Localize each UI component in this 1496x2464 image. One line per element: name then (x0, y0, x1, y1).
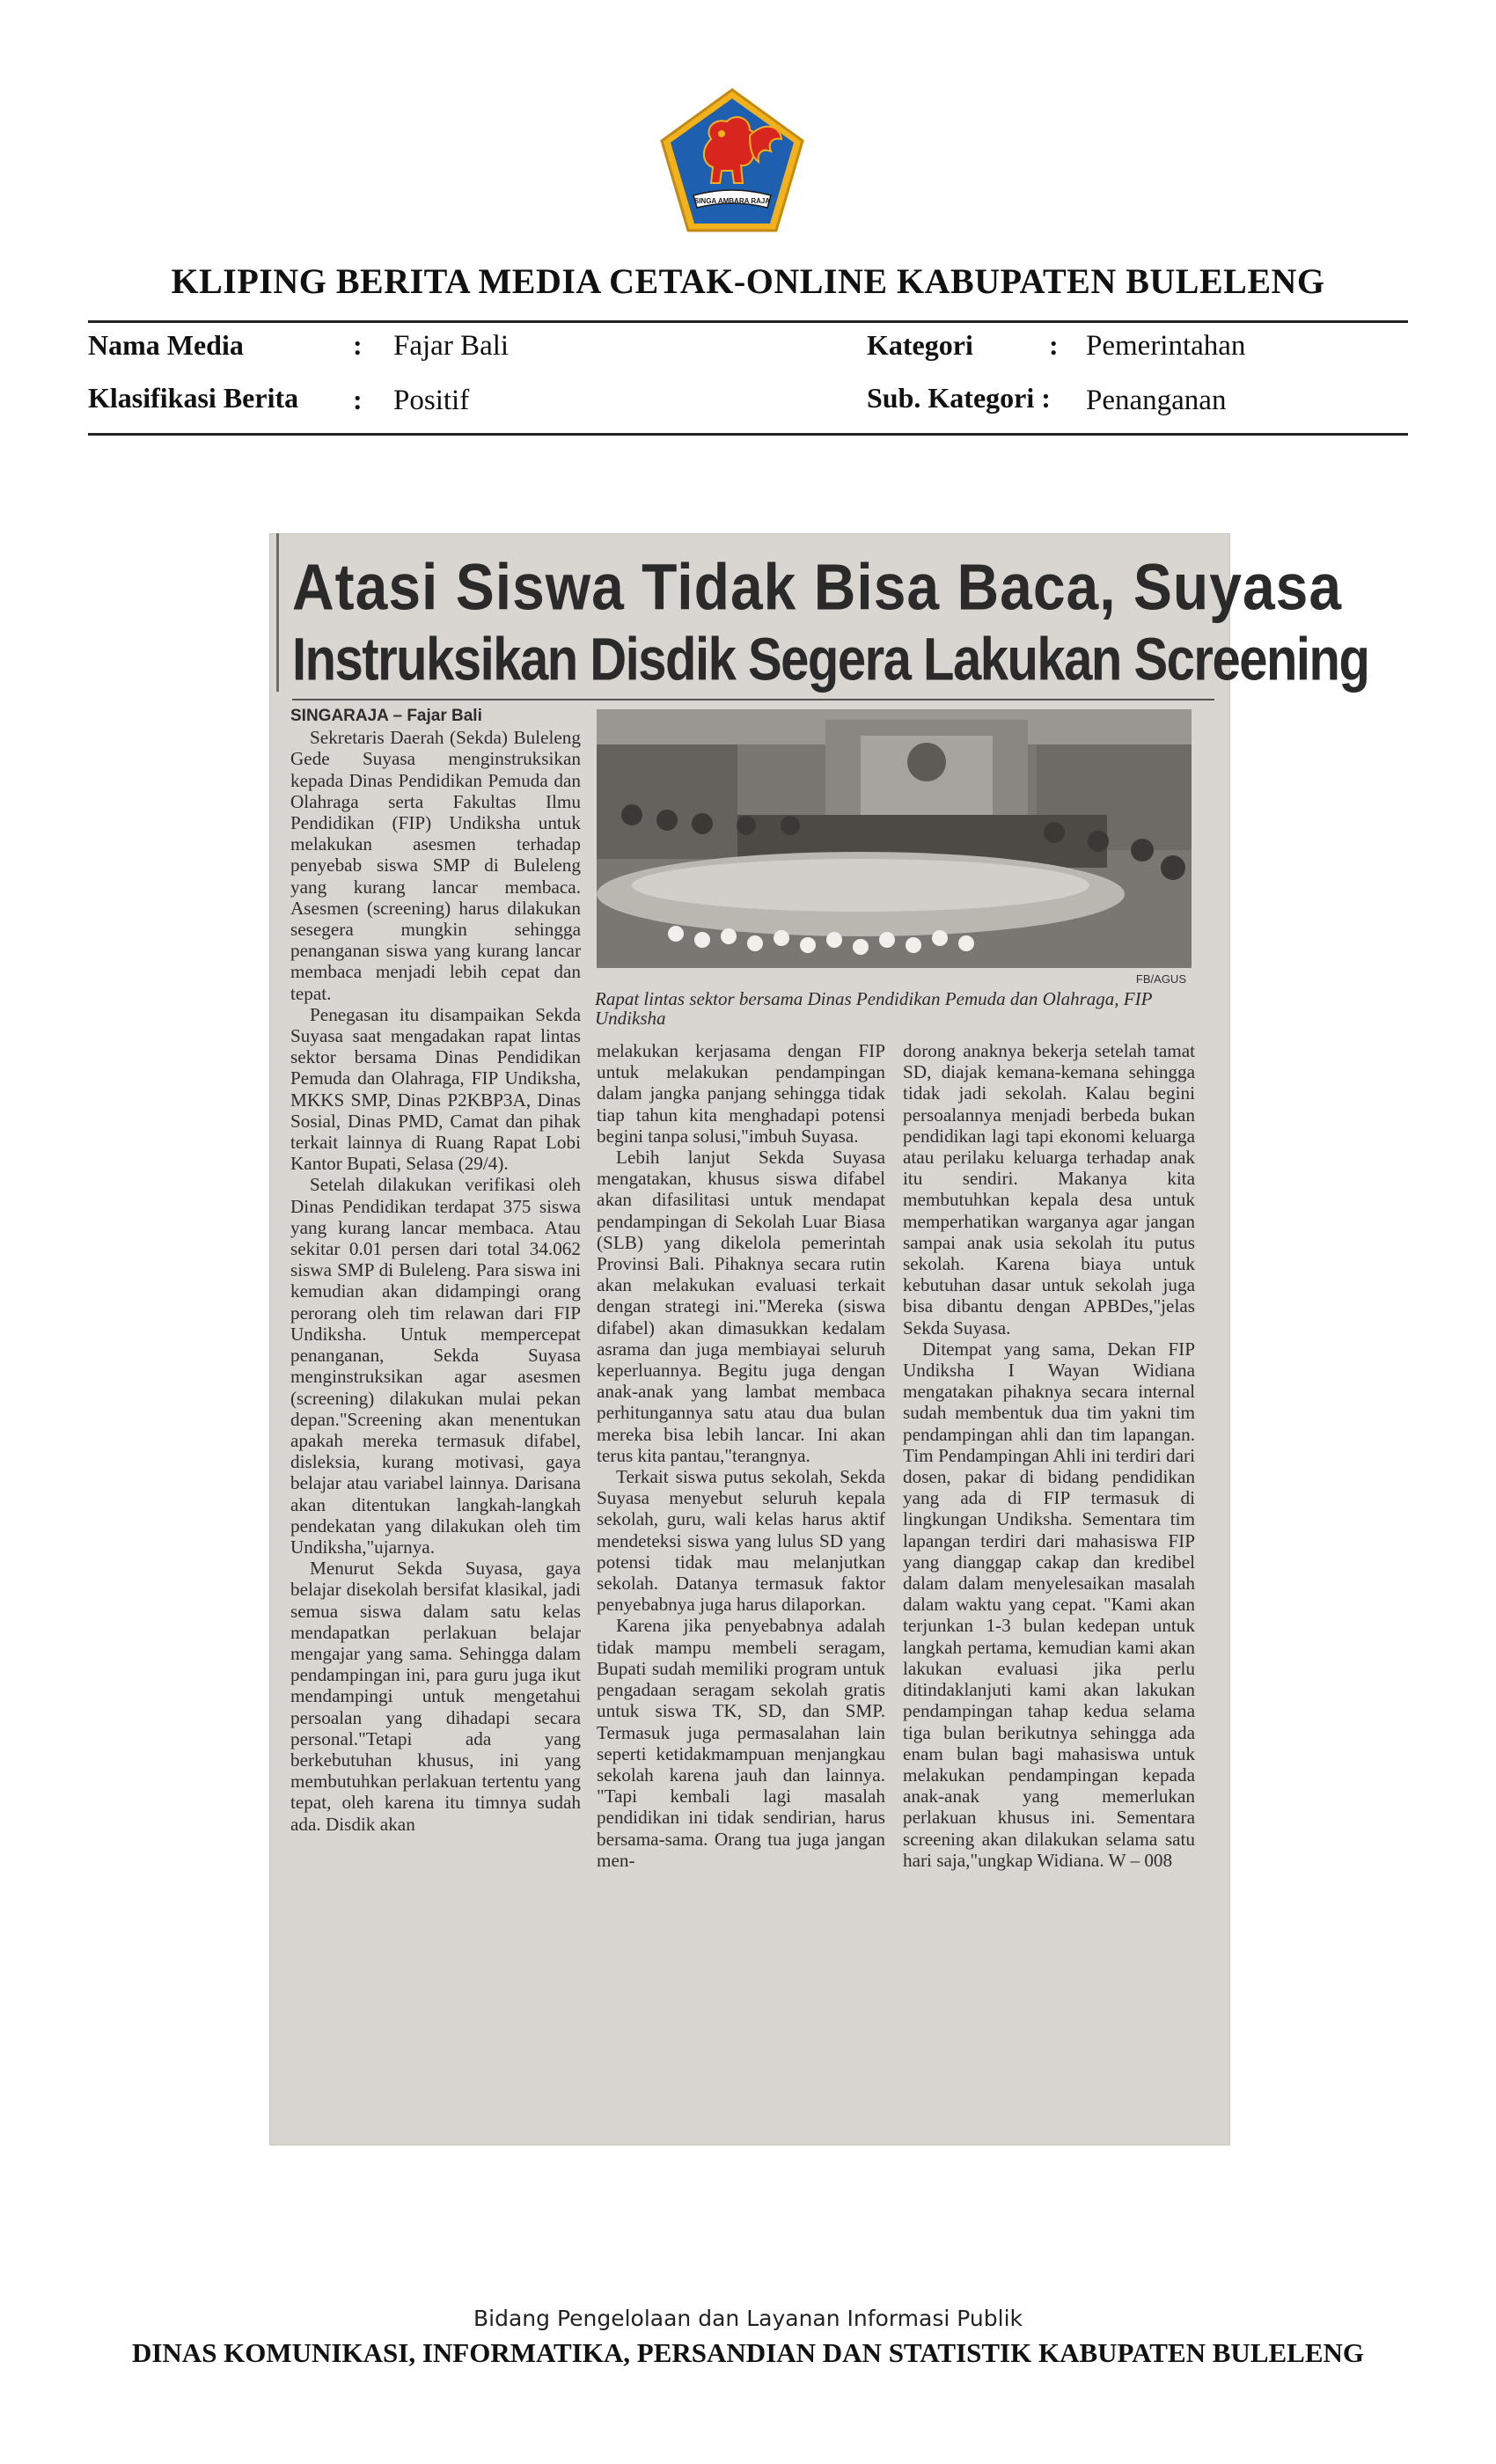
media-colon: : (353, 329, 363, 361)
article-paragraph: Ditempat yang sama, Dekan FIP Undiksha I Wayan Widiana mengatakan pihaknya secara internal sudah membentuk dua tim yakni tim pendampingan ahli dan tim lapangan. Tim Pendampingan Ahli ini terdiri dari dosen, pakar di bidang pendidikan yang ada di FIP termasuk di lingkungan Undiksha. Sementara tim lapangan terdiri dari mahasiswa FIP yang dianggap cakap dan kredibel dalam dalam menyelesaikan masalah dalam waktu yang cepat. "Kami akan terjunkan 1-3 bulan kedepan untuk langkah pertama, kemudian kami akan lakukan evaluasi jika perlu ditindaklanjuti kami akan lakukan pendampingan tahap kedua selama tiga bulan berikutnya sehingga ada enam bulan bagi mahasiswa untuk melakukan pendampingan kepada anak-anak yang memerlukan perlakuan khusus ini. Sementara screening akan dilakukan selama satu hari saja,"ungkap Widiana. W – 008 (903, 1338, 1195, 1871)
media-value: Fajar Bali (393, 330, 510, 362)
meeting-photo (597, 709, 1192, 968)
article-column-2 (597, 1040, 885, 1871)
article-paragraph: Terkait siswa putus sekolah, Sekda Suyasa menyebut seluruh kepala sekolah, guru, wali kelas harus aktif mendeteksi siswa yang lulus SD yang potensi tidak mau melanjutkan sekolah. Datanya termasuk faktor penyebabnya juga harus dilaporkan. (597, 1466, 885, 1616)
page-title: KLIPING BERITA MEDIA CETAK-ONLINE KABUPATEN BULELENG (171, 261, 1325, 301)
category-value: Pemerintahan (1086, 330, 1246, 362)
newspaper-clipping (269, 533, 1369, 2145)
singa-ambara-raja-crest-icon (658, 86, 806, 236)
clipping-edge-line (276, 533, 279, 692)
footer-division: Bidang Pengelolaan dan Layanan Informasi Publik (473, 2306, 1023, 2331)
headline-line-1: Atasi Siswa Tidak Bisa Baca, Suyasa (292, 550, 1343, 623)
logo-motto: SINGA AMBARA RAJA (693, 197, 771, 205)
subcategory-value: Penanganan (1086, 385, 1227, 416)
article-paragraph: melakukan kerjasama dengan FIP untuk melakukan pendampingan dalam jangka panjang sehingga tidak tiap tahun kita menghadapi potensi begini tanpa solusi,"imbuh Suyasa. (597, 1040, 885, 1147)
article-paragraph: Sekretaris Daerah (Sekda) Buleleng Gede Suyasa menginstruksikan kepada Dinas Pendidikan Pemuda dan Olahraga serta Fakultas Ilmu Pendidikan (FIP) Undiksha untuk melakukan asesmen terhadap penyebab siswa SMP di Buleleng yang kurang lancar membaca. Asesmen (screening) harus dilakukan sesegera mungkin sehingga penanganan siswa yang kurang lancar membaca menjadi lebih cepat dan tepat. (290, 727, 581, 1004)
classification-label: Klasifikasi Berita (88, 382, 299, 414)
article-paragraph: dorong anaknya bekerja setelah tamat SD, diajak kemana-kemana sehingga tidak jadi sekolah. Kalau begini persoalannya menjadi berbeda bukan pendidikan lagi tapi ekonomi keluarga atau perilaku keluarga terhadap anak itu sendiri. Makanya kita membutuhkan kepala desa untuk memperhatikan warganya agar jangan sampai anak usia sekolah itu putus sekolah. Karena biaya untuk kebutuhan dasar untuk sekolah juga bisa dibantu dengan APBDes,"jelas Sekda Suyasa. (903, 1040, 1195, 1338)
category-colon: : (1049, 329, 1059, 361)
category-label: Kategori (867, 329, 973, 361)
article-column-1 (290, 706, 581, 1835)
subcategory-label: Sub. Kategori : (867, 382, 1051, 414)
photo-credit: FB/AGUS (1135, 972, 1186, 986)
header-bottom-rule (88, 433, 1408, 436)
article-paragraph: Menurut Sekda Suyasa, gaya belajar disekolah bersifat klasikal, jadi semua siswa dalam satu kelas mendapatkan perlakuan belajar mengajar yang sama. Sehingga dalam pendampingan ini, para guru juga ikut mendampingi untuk mengetahui persoalan yang dihadapi secara personal."Tetapi ada yang berkebutuhan khusus, ini yang membutuhkan perlakuan tertentu yang tepat, oleh karena itu timnya sudah ada. Disdik akan (290, 1558, 581, 1835)
article-paragraph: Karena jika penyebabnya adalah tidak mampu membeli seragam, Bupati sudah memiliki program untuk pengadaan seragam sekolah gratis untuk siswa TK, SD, dan SMP. Termasuk juga permasalahan lain seperti ketidakmampuan menjangkau sekolah karena jauh dan lainnya. "Tapi kembali lagi masalah pendidikan ini tidak sendirian, harus bersama-sama. Orang tua juga jangan men- (597, 1615, 885, 1871)
header-top-rule (88, 320, 1408, 323)
article-dateline: SINGARAJA – Fajar Bali (290, 707, 482, 725)
article-paragraph: Setelah dilakukan verifikasi oleh Dinas Pendidikan terdapat 375 siswa yang kurang lancar membaca. Atau sekitar 0.01 persen dari total 34.062 siswa SMP di Buleleng. Para siswa ini kemudian akan didampingi orang perorang oleh tim relawan dari FIP Undiksha. Untuk mempercepat penanganan, Sekda Suyasa menginstruksikan agar asesmen (screening) dilakukan mulai pekan depan."Screening akan menentukan apakah mereka termasuk difabel, disleksia, kurang motivasi, gaya belajar atau variabel lainnya. Darisana akan ditentukan langkah-langkah pendekatan yang dilakukan oleh tim Undiksha,"ujarnya. (290, 1174, 581, 1558)
media-label: Nama Media (88, 329, 244, 361)
footer-agency: DINAS KOMUNIKASI, INFORMATIKA, PERSANDIAN DAN STATISTIK KABUPATEN BULELENG (131, 2337, 1365, 2368)
headline-rule (292, 699, 1214, 700)
article-paragraph: Penegasan itu disampaikan Sekda Suyasa saat mengadakan rapat lintas sektor bersama Dinas Pendidikan Pemuda dan Olahraga, FIP Undiksha, MKKS SMP, Dinas P2KBP3A, Dinas Sosial, Dinas PMD, Camat dan pihak terkait lainnya di Ruang Rapat Lobi Kantor Bupati, Selasa (29/4). (290, 1003, 581, 1175)
classification-colon: : (353, 384, 363, 415)
headline-line-2: Instruksikan Disdik Segera Lakukan Screening (292, 626, 1369, 693)
article-column-3 (903, 1040, 1195, 1871)
classification-value: Positif (393, 385, 470, 416)
photo-caption: Rapat lintas sektor bersama Dinas Pendidikan Pemuda dan Olahraga, FIP Undiksha (595, 988, 1153, 1029)
article-paragraph: Lebih lanjut Sekda Suyasa mengatakan, khusus siswa difabel akan difasilitasi untuk mendapat pendampingan di Sekolah Luar Biasa (SLB) yang dikelola pemerintah Provinsi Bali. Pihaknya secara rutin akan melakukan evaluasi terkait dengan strategi ini."Mereka (siswa difabel) akan dimasukkan kedalam asrama dan juga membiayai seluruh keperluannya. Begitu juga dengan anak-anak yang lambat membaca perhitungannya satu atau dua bulan mereka bisa lebih lancar. Ini akan terus kita pantau,"terangnya. (597, 1147, 885, 1466)
